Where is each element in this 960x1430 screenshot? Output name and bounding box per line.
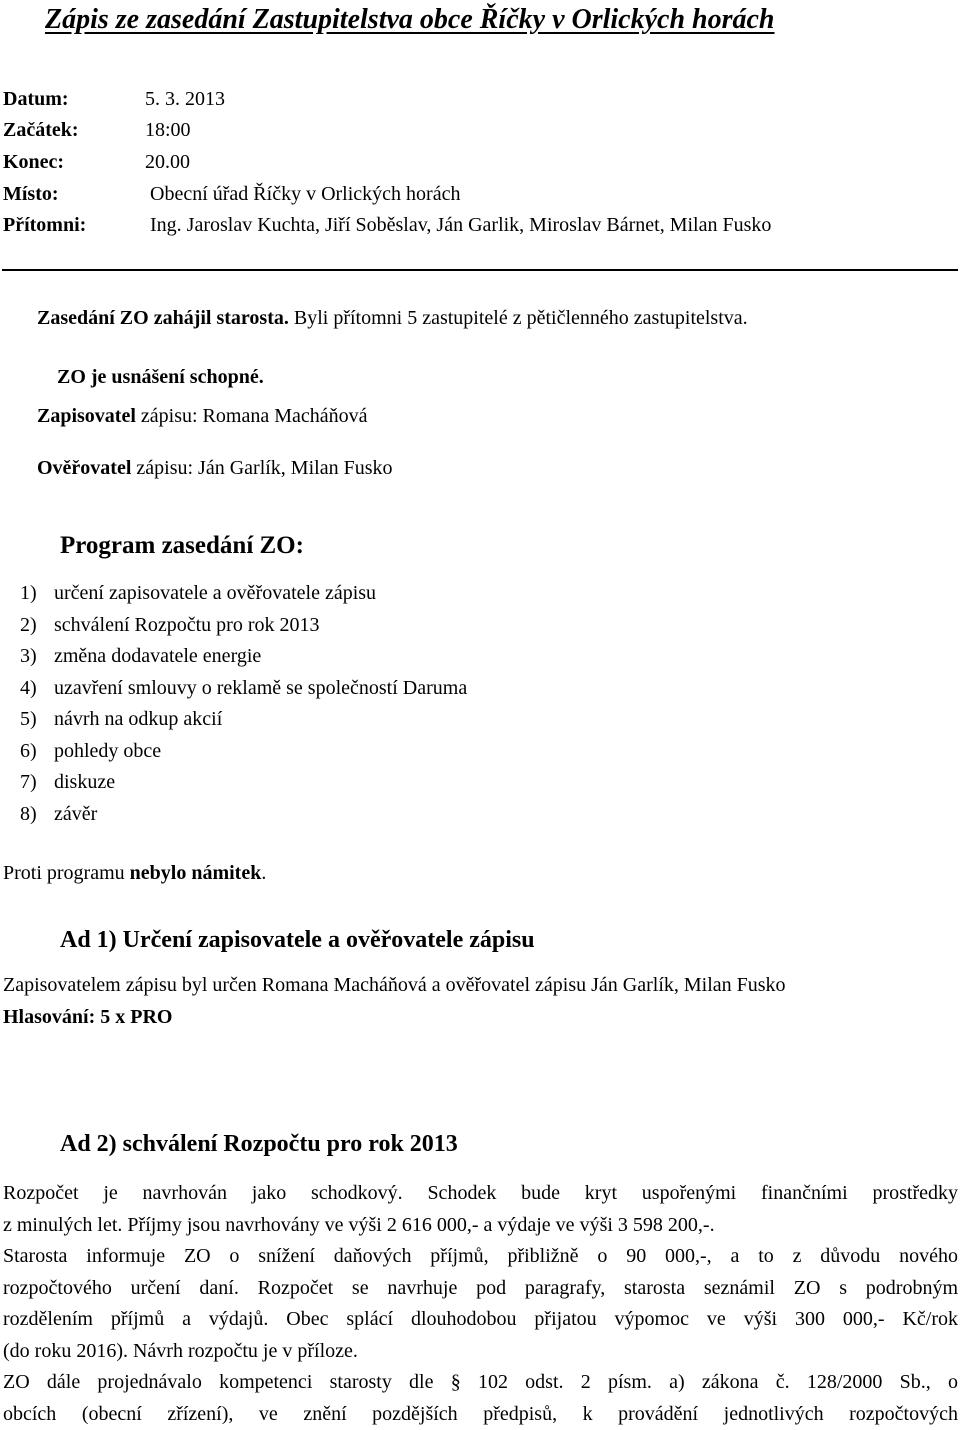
ad1-text: Zapisovatelem zápisu byl určen Romana Macháňová a ověřovatel zápisu Ján Garlík, Milan Fusko <box>3 974 786 997</box>
program-item: 1) určení zapisovatele a ověřovatele zápisu <box>20 578 467 610</box>
verifier-text: zápisu: Ján Garlík, Milan Fusko <box>131 457 392 479</box>
meta-value-start: 18:00 <box>145 119 191 142</box>
ad2-line: rozpočtového určení daní. Rozpočet se navrhuje pod paragrafy, starosta seznámil ZO s podrobným <box>3 1273 958 1305</box>
program-note: Proti programu nebylo námitek. <box>3 862 266 885</box>
program-item: 6) pohledy obce <box>20 736 467 768</box>
ad2-line: Rozpočet je navrhován jako schodkový. Schodek bude kryt uspořenými finančními prostředky <box>3 1178 958 1210</box>
ad1-heading: Ad 1) Určení zapisovatele a ověřovatele zápisu <box>60 927 535 954</box>
ad2-line: z minulých let. Příjmy jsou navrhovány ve výši 2 616 000,- a výdaje ve výši 3 598 200,-. <box>3 1210 958 1242</box>
quorum-line: ZO je usnášení schopné. <box>57 366 264 389</box>
ad2-heading: Ad 2) schválení Rozpočtu pro rok 2013 <box>60 1131 458 1158</box>
opening-bold: Zasedání ZO zahájil starosta. <box>37 307 289 329</box>
program-item: 7) diskuze <box>20 767 467 799</box>
opening-line <box>37 307 748 330</box>
program-item: 8) závěr <box>20 799 467 831</box>
ad2-line: obcích (obecní zřízení), ve znění pozdějších předpisů, k provádění jednotlivých rozpočtových <box>3 1399 958 1430</box>
recorder-bold: Zapisovatel <box>37 405 136 427</box>
document-title: Zápis ze zasedání Zastupitelstva obce Říčky v Orlických horách <box>45 4 775 36</box>
ad2-paragraph <box>3 1178 958 1430</box>
program-item: 3) změna dodavatele energie <box>20 641 467 673</box>
program-list <box>20 578 467 830</box>
meta-value-present: Ing. Jaroslav Kuchta, Jiří Soběslav, Ján Garlik, Miroslav Bárnet, Milan Fusko <box>150 214 771 237</box>
program-item: 4) uzavření smlouvy o reklamě se společností Daruma <box>20 673 467 705</box>
meta-label-end: Konec: <box>3 151 64 174</box>
opening-text: Byli přítomni 5 zastupitelé z pětičlenného zastupitelstva. <box>289 307 748 329</box>
ad2-line: rozdělením příjmů a výdajů. Obec splácí dlouhodobou přijatou výpomoc ve výši 300 000,- Kč/rok <box>3 1304 958 1336</box>
recorder-line <box>37 405 368 428</box>
program-heading: Program zasedání ZO: <box>60 532 304 560</box>
meta-label-present: Přítomni: <box>3 214 86 237</box>
meta-label-start: Začátek: <box>3 119 79 142</box>
ad1-vote: Hlasování: 5 x PRO <box>3 1006 172 1029</box>
horizontal-rule <box>2 269 958 271</box>
ad2-line: (do roku 2016). Návrh rozpočtu je v příloze. <box>3 1336 958 1368</box>
recorder-text: zápisu: Romana Macháňová <box>136 405 368 427</box>
ad2-line: Starosta informuje ZO o snížení daňových příjmů, přibližně o 90 000,-, a to z důvodu nového <box>3 1241 958 1273</box>
meta-label-place: Místo: <box>3 183 59 206</box>
ad2-line: ZO dále projednávalo kompetenci starosty dle § 102 odst. 2 písm. a) zákona č. 128/2000 Sb., o <box>3 1367 958 1399</box>
meta-value-place: Obecní úřad Říčky v Orlických horách <box>150 183 460 206</box>
program-item: 5) návrh na odkup akcií <box>20 704 467 736</box>
meta-label-date: Datum: <box>3 88 69 111</box>
meta-value-date: 5. 3. 2013 <box>145 88 225 111</box>
verifier-line <box>37 457 393 480</box>
verifier-bold: Ověřovatel <box>37 457 131 479</box>
program-item: 2) schválení Rozpočtu pro rok 2013 <box>20 610 467 642</box>
meta-value-end: 20.00 <box>145 151 190 174</box>
